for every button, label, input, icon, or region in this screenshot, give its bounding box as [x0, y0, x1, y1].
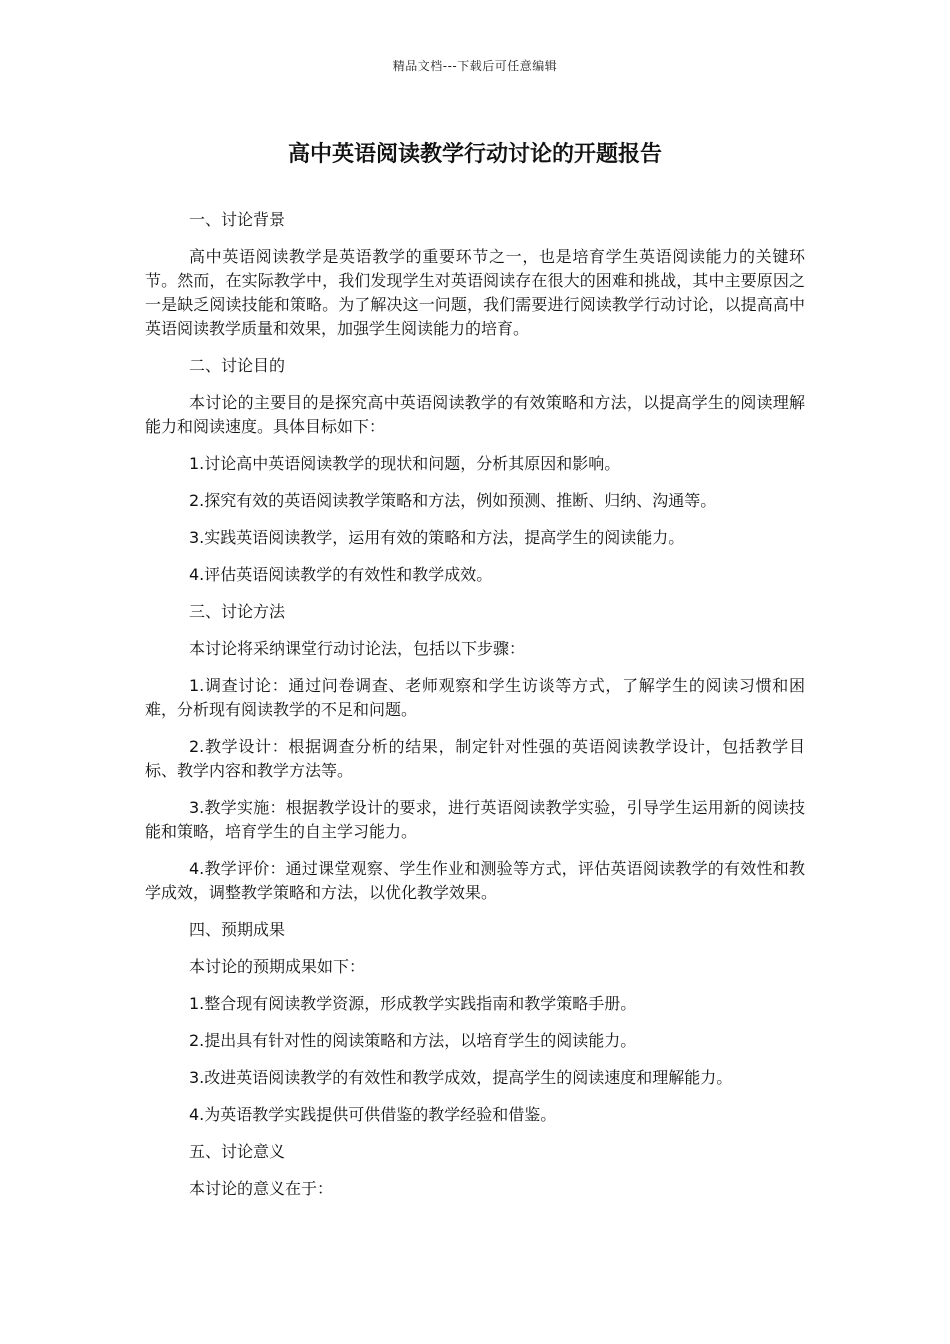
section-heading-outcomes: 四、预期成果 — [189, 920, 286, 939]
purpose-item: 2.探究有效的英语阅读教学策略和方法，例如预测、推断、归纳、沟通等。 — [189, 491, 717, 510]
method-intro: 本讨论将采纳课堂行动讨论法，包括以下步骤： — [189, 639, 526, 658]
section-heading-background: 一、讨论背景 — [189, 210, 286, 229]
method-item: 3.教学实施：根据教学设计的要求，进行英语阅读教学实验，引导学生运用新的阅读技能和策略，培育学生的自主学习能力。 — [145, 798, 805, 841]
section-heading-significance: 五、讨论意义 — [189, 1142, 286, 1161]
outcomes-intro: 本讨论的预期成果如下： — [189, 957, 366, 976]
outcomes-item: 3.改进英语阅读教学的有效性和教学成效，提高学生的阅读速度和理解能力。 — [189, 1068, 733, 1087]
purpose-item: 4.评估英语阅读教学的有效性和教学成效。 — [189, 565, 493, 584]
outcomes-item: 2.提出具有针对性的阅读策略和方法，以培育学生的阅读能力。 — [189, 1031, 637, 1050]
outcomes-item: 4.为英语教学实践提供可供借鉴的教学经验和借鉴。 — [189, 1105, 557, 1124]
outcomes-item: 1.整合现有阅读教学资源，形成教学实践指南和教学策略手册。 — [189, 994, 637, 1013]
method-item: 1.调查讨论：通过问卷调查、老师观察和学生访谈等方式，了解学生的阅读习惯和困难，分析现有阅读教学的不足和问题。 — [145, 676, 805, 719]
document-body — [145, 208, 805, 1214]
method-item: 4.教学评价：通过课堂观察、学生作业和测验等方式，评估英语阅读教学的有效性和教学成效，调整教学策略和方法，以优化教学效果。 — [145, 859, 805, 902]
document-title: 高中英语阅读教学行动讨论的开题报告 — [287, 142, 662, 167]
purpose-item: 1.讨论高中英语阅读教学的现状和问题，分析其原因和影响。 — [189, 454, 621, 473]
section-heading-method: 三、讨论方法 — [189, 602, 286, 621]
method-item: 2.教学设计：根据调查分析的结果，制定针对性强的英语阅读教学设计，包括教学目标、教学内容和教学方法等。 — [145, 737, 805, 780]
section-heading-purpose: 二、讨论目的 — [189, 356, 286, 375]
significance-intro: 本讨论的意义在于： — [189, 1179, 334, 1198]
purpose-intro: 本讨论的主要目的是探究高中英语阅读教学的有效策略和方法，以提高学生的阅读理解能力和阅读速度。具体目标如下： — [145, 393, 805, 436]
background-paragraph: 高中英语阅读教学是英语教学的重要环节之一，也是培育学生英语阅读能力的关键环节。然而，在实际教学中，我们发现学生对英语阅读存在很大的困难和挑战，其中主要原因之一是缺乏阅读技能和策略。为了解决这一问题，我们需要进行阅读教学行动讨论，以提高高中英语阅读教学质量和效果，加强学生阅读能力的培育。 — [145, 247, 805, 338]
header-note: 精品文档---下载后可任意编辑 — [392, 59, 558, 73]
purpose-item: 3.实践英语阅读教学，运用有效的策略和方法，提高学生的阅读能力。 — [189, 528, 685, 547]
